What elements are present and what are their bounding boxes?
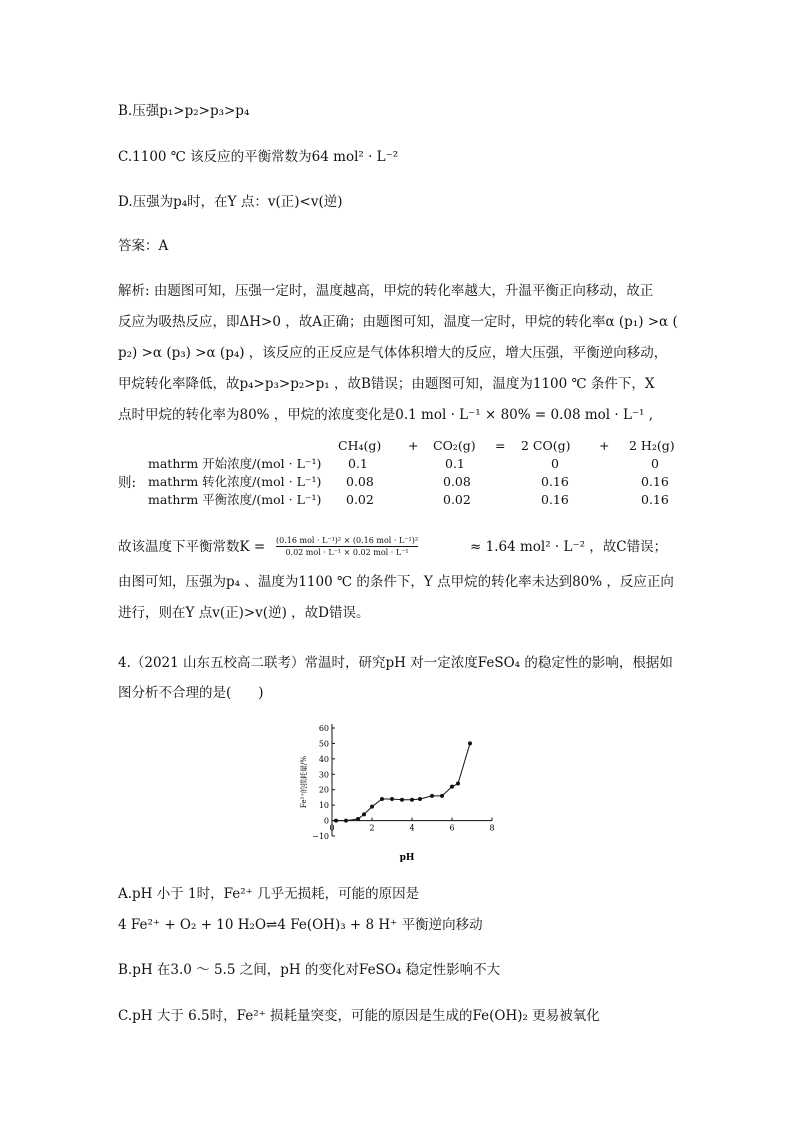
data-point [370,805,374,809]
k-numerator: (0.16 mol · L⁻¹)² × (0.16 mol · L⁻¹)² [276,536,419,545]
data-point [456,782,460,786]
table-cell: 0.02 [443,491,471,507]
option-a: A.pH 小于 1时，Fe²⁺ 几乎无损耗，可能的原因是 [118,886,420,902]
row-label: mathrm 开始浓度/(mol · L⁻¹) [148,456,322,471]
answer: 答案：A [118,238,169,254]
analysis-line: 进行，则在Y 点v(正)>v(逆) ，故D错误。 [118,605,370,621]
analysis-line: 点时甲烷的转化率为80% ，甲烷的浓度变化是0.1 mol · L⁻¹ × 80% = 0.08 mol · L⁻¹ , [118,407,654,423]
table-cell: 0 [551,455,559,471]
analysis-line: p₂) >α (p₃) >α (p₄) ，该反应的正反应是气体体积增大的反应，增大压强，平衡逆向移动， [118,345,668,361]
option-c: C.pH 大于 6.5时，Fe²⁺ 损耗量突变，可能的原因是生成的Fe(OH)₂ 更易被氧化 [118,1008,600,1024]
y-tick-label: 40 [318,754,329,764]
data-point [344,819,348,823]
analysis-line: 解析: 由题图可知，压强一定时，温度越高，甲烷的转化率越大，升温平衡正向移动，故正 [118,283,654,299]
analysis-line: 甲烷转化率降低，故p₄>p₃>p₂>p₁ ，故B错误；由题图可知，温度为1100 ℃ 条件下，X [118,376,655,392]
table-cell: 0.16 [641,473,669,489]
concentration-table [118,437,675,508]
data-point [468,741,472,745]
y-tick-label: 0 [323,816,329,826]
k-prefix: 故该温度下平衡常数K = [118,539,266,555]
x-axis-label: pH [399,853,415,863]
row-label: mathrm 转化浓度/(mol · L⁻¹) [148,474,322,489]
table-header-cell: 2 H₂(g) [629,438,675,453]
table-cell: 0.1 [348,455,368,471]
table-row [118,490,675,508]
table-cell: 0.16 [541,491,569,507]
table-cell: 0.16 [641,491,669,507]
table-cell: 0.1 [445,455,465,471]
table-cell: 0 [651,455,659,471]
option-b: B.压强p₁>p₂>p₃>p₄ [118,103,250,119]
table-header-cell: + [599,438,610,453]
option-a-equation: 4 Fe²⁺ + O₂ + 10 H₂O⇌4 Fe(OH)₃ + 8 H⁺ 平衡逆向移动 [118,917,483,933]
data-point [362,812,366,816]
y-tick-label: 50 [318,739,329,749]
table-header-cell: CH₄(g) [338,438,382,453]
table-cell: 0.02 [346,491,374,507]
x-tick-label: 8 [489,823,495,833]
table-header-cell: 2 CO(g) [521,438,571,453]
y-tick-label: 30 [318,770,329,780]
y-tick-label: −10 [312,832,329,841]
analysis-line: 反应为吸热反应，即ΔH>0 ，故A正确；由题图可知，温度一定时，甲烷的转化率α (p₁) >α ( [118,314,678,330]
series-line [336,743,470,820]
data-point [356,817,360,821]
data-point [450,785,454,789]
y-axis-label: Fe²⁺的损耗量/% [300,755,308,809]
table-prefix: 则: [118,475,137,491]
question-4-stem: 4.（2021 山东五校高二联考）常温时，研究pH 对一定浓度FeSO₄ 的稳定性的影响，根据如 [118,655,673,671]
data-point [430,794,434,798]
question-4-stem: 图分析不合理的是( ) [118,685,264,701]
analysis-line: 由图可知，压强为p₄ 、温度为1100 ℃ 的条件下，Y 点甲烷的转化率未达到80% ，反应正向 [118,574,674,590]
data-point [410,798,414,802]
data-point [334,819,338,823]
option-c: C.1100 ℃ 该反应的平衡常数为64 mol² · L⁻² [118,149,399,165]
table-row [118,454,675,472]
k-suffix: ≈ 1.64 mol² · L⁻² ，故C错误； [470,539,668,555]
table-row [118,472,675,490]
row-label: mathrm 平衡浓度/(mol · L⁻¹) [148,492,322,507]
table-header-cell: CO₂(g) [433,438,476,453]
table-cell: 0.16 [541,473,569,489]
x-tick-label: 0 [329,823,335,833]
data-point [440,794,444,798]
x-tick-label: 6 [449,823,455,833]
table-cell: 0.08 [346,473,374,489]
x-tick-label: 4 [409,823,415,833]
y-tick-label: 60 [318,724,329,733]
k-denominator: 0.02 mol · L⁻¹ × 0.02 mol · L⁻¹ [285,548,409,557]
k-fraction [276,535,418,558]
option-b: B.pH 在3.0 ～ 5.5 之间，pH 的变化对FeSO₄ 稳定性影响不大 [118,962,501,978]
y-tick-label: 10 [318,801,329,811]
x-tick-label: 2 [369,823,375,833]
table-cell: 0.08 [443,473,471,489]
fe-loss-chart [296,718,506,866]
data-point [380,797,384,801]
option-d: D.压强为p₄时，在Y 点：v(正)<v(逆) [118,194,343,210]
data-point [400,798,404,802]
data-point [418,797,422,801]
data-point [390,797,394,801]
y-tick-label: 20 [318,785,329,795]
table-header-cell: = [495,438,506,453]
table-header-cell: + [408,438,419,453]
